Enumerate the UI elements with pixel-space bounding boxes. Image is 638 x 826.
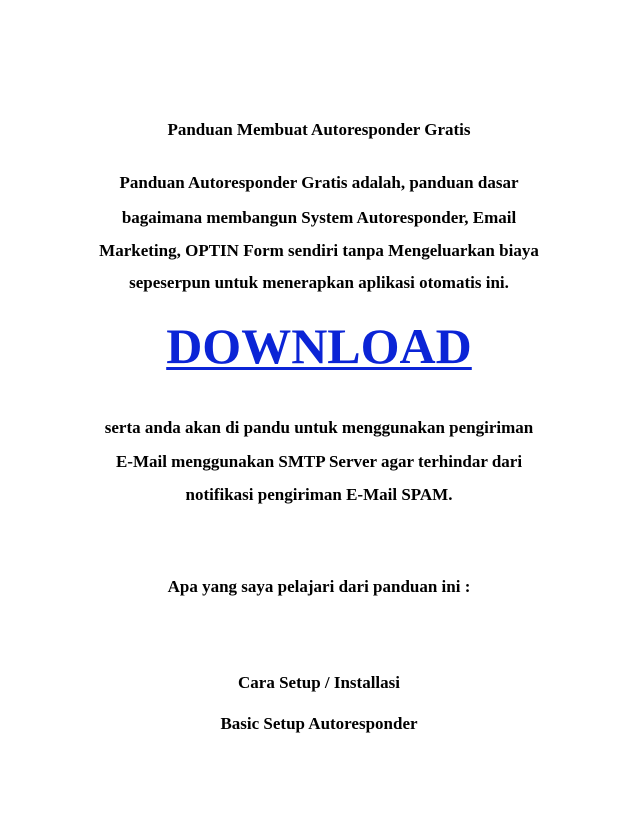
document-title: Panduan Membuat Autoresponder Gratis <box>167 120 471 139</box>
intro-line-1: Panduan Autoresponder Gratis adalah, panduan dasar <box>119 173 519 192</box>
followup-line-3: notifikasi pengiriman E-Mail SPAM. <box>185 485 453 504</box>
intro-line-3: Marketing, OPTIN Form sendiri tanpa Mengeluarkan biaya <box>99 241 539 260</box>
followup-line-1: serta anda akan di pandu untuk menggunakan pengiriman <box>104 418 534 437</box>
contents-item-basic: Basic Setup Autoresponder <box>220 714 418 733</box>
contents-item-setup: Cara Setup / Installasi <box>238 673 400 692</box>
question-heading: Apa yang saya pelajari dari panduan ini : <box>167 577 471 596</box>
download-link[interactable]: DOWNLOAD <box>166 318 472 374</box>
intro-line-4: sepeserpun untuk menerapkan aplikasi otomatis ini. <box>129 273 509 292</box>
followup-line-2: E-Mail menggunakan SMTP Server agar terhindar dari <box>115 452 523 471</box>
intro-line-2: bagaimana membangun System Autoresponder, Email <box>121 208 517 227</box>
download-link-container <box>0 318 638 374</box>
